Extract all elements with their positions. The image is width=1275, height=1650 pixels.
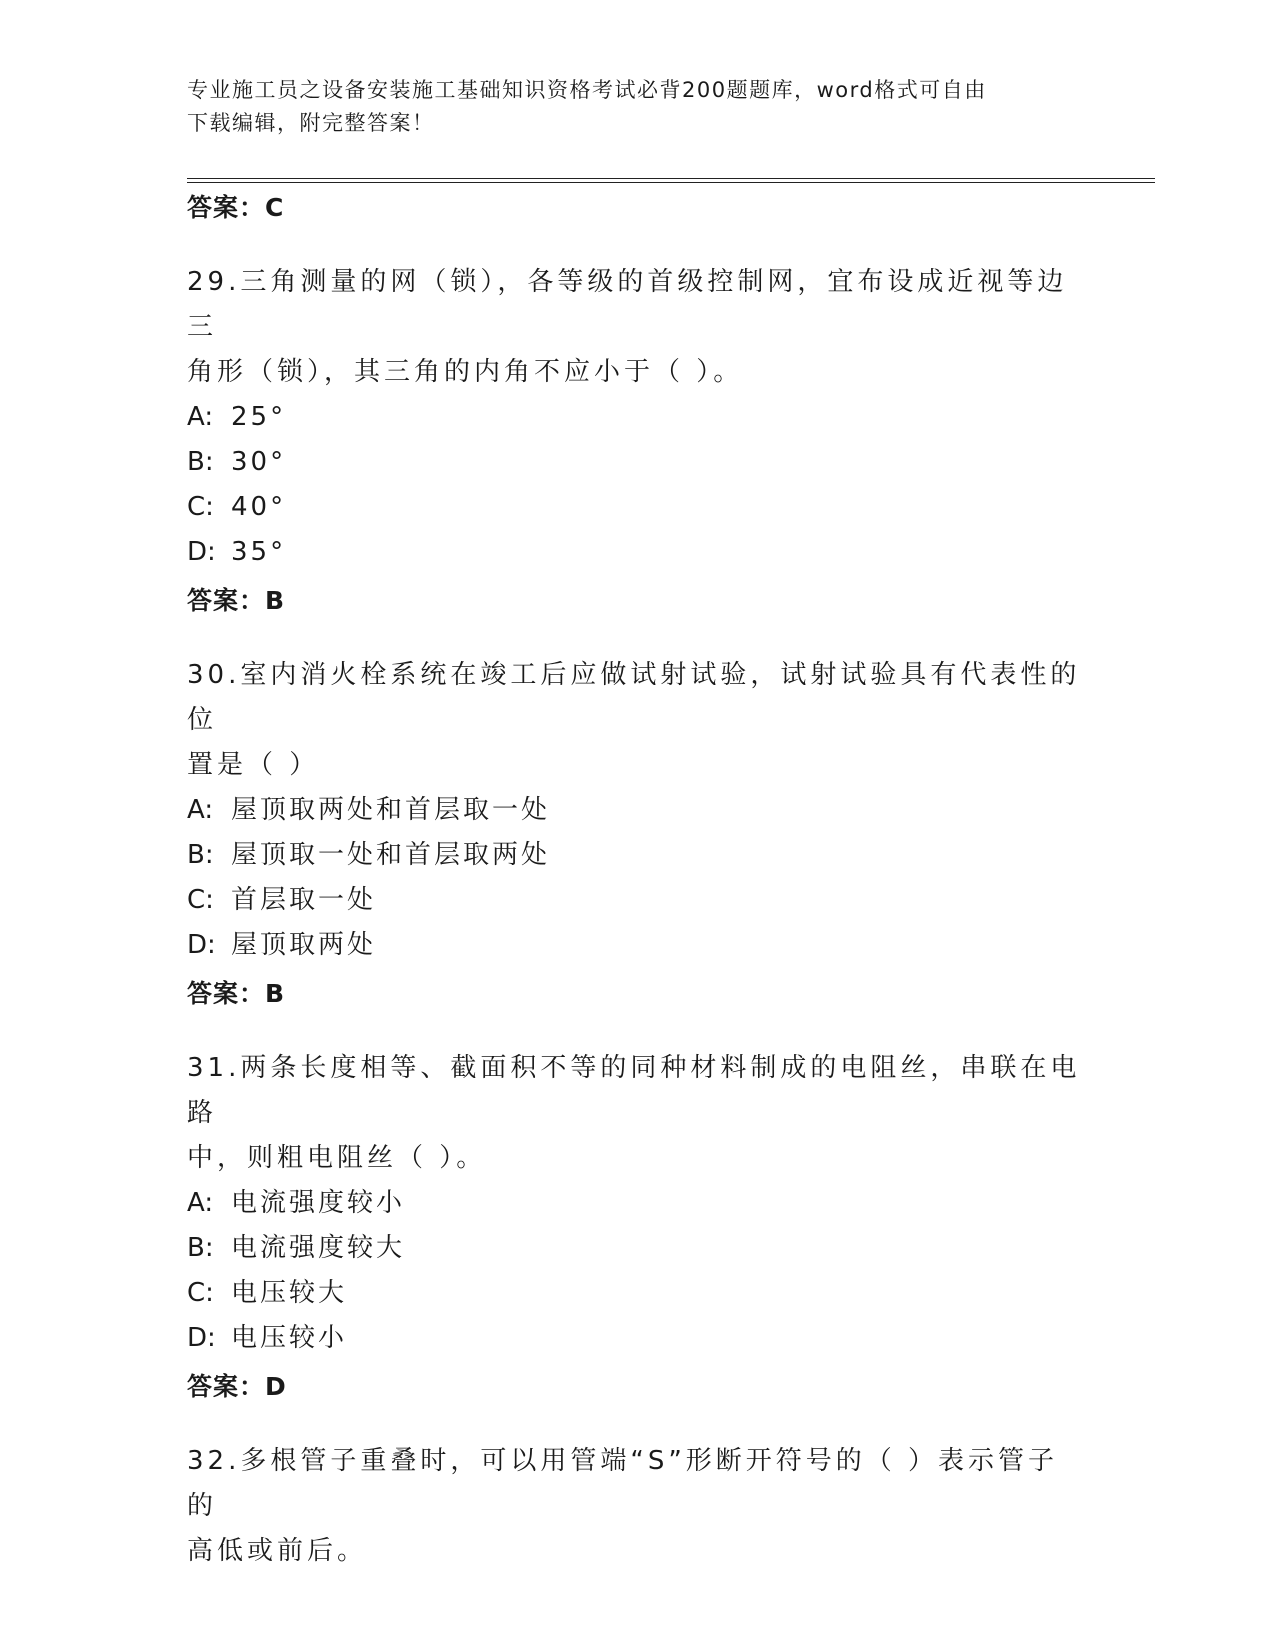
option-text: 25° <box>231 402 287 432</box>
option-a <box>187 395 1087 440</box>
option-a <box>187 1181 1087 1226</box>
question-stem-line: 高低或前后。 <box>187 1536 368 1566</box>
question-31 <box>187 1046 1087 1403</box>
option-text: 屋顶取一处和首层取两处 <box>231 840 551 870</box>
option-label: D: <box>187 537 216 567</box>
option-label: A: <box>187 795 214 825</box>
option-c <box>187 1271 1087 1316</box>
header-divider-bottom <box>187 182 1155 183</box>
option-label: A: <box>187 402 214 432</box>
header-line-2: 下载编辑，附完整答案！ <box>187 111 435 135</box>
option-label: D: <box>187 1323 216 1353</box>
document-body <box>187 192 1087 1574</box>
option-label: C: <box>187 1278 214 1308</box>
header-divider-top <box>187 178 1155 179</box>
option-text: 屋顶取两处和首层取一处 <box>231 795 551 825</box>
option-b <box>187 1226 1087 1271</box>
option-label: D: <box>187 930 216 960</box>
option-text: 30° <box>231 447 287 477</box>
option-text: 电流强度较大 <box>231 1233 406 1263</box>
option-c <box>187 485 1087 530</box>
option-text: 电压较小 <box>231 1323 348 1353</box>
question-stem-line: 角形（锁），其三角的内角不应小于（ ）。 <box>187 357 744 387</box>
answer-line: 答案：D <box>187 1372 287 1401</box>
option-label: B: <box>187 1233 214 1263</box>
option-label: B: <box>187 840 214 870</box>
answer-line: 答案：B <box>187 979 286 1008</box>
option-c <box>187 878 1087 923</box>
option-label: B: <box>187 447 214 477</box>
question-stem-line: 31.两条长度相等、截面积不等的同种材料制成的电阻丝，串联在电路 <box>187 1053 1081 1128</box>
question-stem-line: 32.多根管子重叠时，可以用管端“S”形断开符号的（ ）表示管子的 <box>187 1446 1059 1521</box>
option-label: A: <box>187 1188 214 1218</box>
option-b <box>187 833 1087 878</box>
document-header <box>187 74 1067 140</box>
option-text: 电压较大 <box>231 1278 348 1308</box>
option-label: C: <box>187 885 214 915</box>
option-d <box>187 530 1087 575</box>
question-32 <box>187 1439 1087 1574</box>
question-stem-line: 29.三角测量的网（锁），各等级的首级控制网，宜布设成近视等边三 <box>187 267 1068 342</box>
option-text: 35° <box>231 537 287 567</box>
option-d <box>187 923 1087 968</box>
option-text: 屋顶取两处 <box>231 930 377 960</box>
option-a <box>187 788 1087 833</box>
option-text: 电流强度较小 <box>231 1188 406 1218</box>
question-stem-line: 30.室内消火栓系统在竣工后应做试射试验，试射试验具有代表性的位 <box>187 660 1081 735</box>
question-30 <box>187 653 1087 1010</box>
question-29 <box>187 260 1087 617</box>
option-text: 首层取一处 <box>231 885 377 915</box>
option-b <box>187 440 1087 485</box>
header-line-1: 专业施工员之设备安装施工基础知识资格考试必背200题题库，word格式可自由 <box>187 78 987 102</box>
question-stem-line: 中，则粗电阻丝（ ）。 <box>187 1143 487 1173</box>
answer-line: 答案：C <box>187 193 285 222</box>
question-stem-line: 置是（ ） <box>187 750 320 780</box>
answer-line: 答案：B <box>187 586 286 615</box>
option-label: C: <box>187 492 214 522</box>
option-text: 40° <box>231 492 287 522</box>
option-d <box>187 1316 1087 1361</box>
